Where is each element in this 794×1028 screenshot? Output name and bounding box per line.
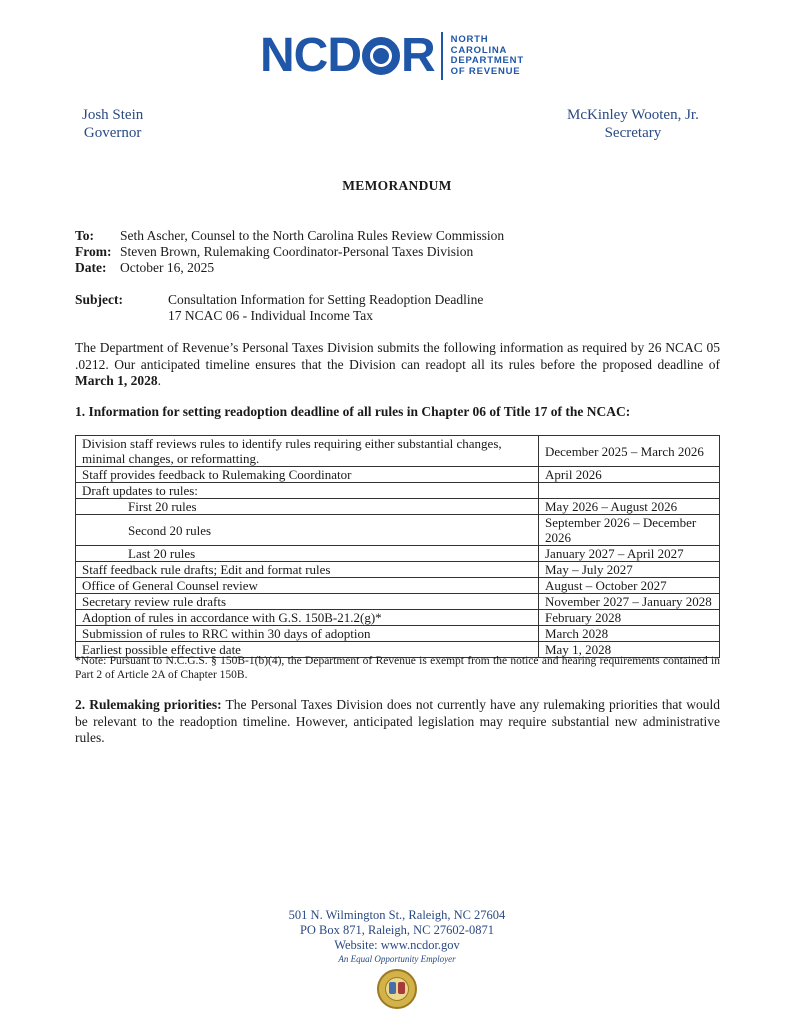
section-2-heading: 2. Rulemaking priorities:: [75, 697, 222, 712]
subject-line-2: 17 NCAC 06 - Individual Income Tax: [168, 308, 374, 323]
memo-to: [75, 228, 504, 244]
date-cell: December 2025 – March 2026: [539, 436, 720, 467]
readoption-schedule-table: [75, 435, 720, 658]
date-cell: April 2026: [539, 467, 720, 483]
from-label: From:: [75, 244, 112, 259]
to-label: To:: [75, 228, 95, 243]
to-value: Seth Ascher, Counsel to the North Carolina Rules Review Commission: [120, 228, 505, 243]
footer-website[interactable]: Website: www.ncdor.gov: [334, 938, 460, 952]
table-row: [76, 467, 720, 483]
date-cell: May 1, 2028: [539, 642, 720, 658]
logo-divider: [441, 32, 443, 80]
memo-from: [75, 244, 473, 260]
task-cell: Second 20 rules: [76, 515, 539, 546]
task-cell: Earliest possible effective date: [76, 642, 539, 658]
memo-subject: [75, 292, 483, 324]
memo-date: [75, 260, 214, 276]
subject-line-1: Consultation Information for Setting Readoption Deadline: [168, 292, 484, 307]
task-cell: Division staff reviews rules to identify rules requiring either substantial changes, minimal changes, or reformatting.: [76, 436, 539, 467]
task-cell: Adoption of rules in accordance with G.S. 150B-21.2(g)*: [76, 610, 539, 626]
date-cell: May 2026 – August 2026: [539, 499, 720, 515]
section-2-paragraph: 2. Rulemaking priorities: The Personal Taxes Division does not currently have any rulemaking priorities that would be relevant to the readoption timeline. However, anticipated legislation may require substantial new administrative rules.: [75, 697, 720, 745]
governor-block: [82, 106, 143, 142]
logo-o-icon: [362, 37, 400, 75]
secretary-block: [567, 106, 699, 142]
task-cell: Staff provides feedback to Rulemaking Coordinator: [76, 467, 539, 483]
governor-name: Josh Stein: [82, 107, 144, 123]
date-label: Date:: [75, 260, 107, 275]
task-cell: Office of General Counsel review: [76, 578, 539, 594]
task-cell: Draft updates to rules:: [76, 483, 539, 499]
logo-wordmark: NCD R: [260, 29, 435, 82]
footer-eoe: An Equal Opportunity Employer: [338, 954, 456, 964]
table-row: [76, 515, 720, 546]
date-cell: [539, 483, 720, 499]
secretary-title: Secretary: [604, 125, 662, 141]
date-cell: August – October 2027: [539, 578, 720, 594]
date-cell: March 2028: [539, 626, 720, 642]
footer-po-box: PO Box 871, Raleigh, NC 27602-0871: [299, 923, 495, 937]
table-row: [76, 562, 720, 578]
section-1-heading: 1. Information for setting readoption deadline of all rules in Chapter 06 of Title 17 of the NCAC:: [75, 404, 631, 419]
table-footnote: *Note: Pursuant to N.C.G.S. § 150B-1(b)(4), the Department of Revenue is exempt from the notice and hearing requirements contained in Part 2 of Article 2A of Chapter 150B.: [75, 655, 720, 681]
date-cell: January 2027 – April 2027: [539, 546, 720, 562]
table-row: [76, 483, 720, 499]
task-cell: Submission of rules to RRC within 30 days of adoption: [76, 626, 539, 642]
task-cell: First 20 rules: [76, 499, 539, 515]
date-value: October 16, 2025: [120, 260, 215, 275]
date-cell: May – July 2027: [539, 562, 720, 578]
table-row: [76, 436, 720, 467]
table-row: [76, 499, 720, 515]
from-value: Steven Brown, Rulemaking Coordinator-Personal Taxes Division: [120, 244, 474, 259]
table-row: [76, 594, 720, 610]
memo-title: MEMORANDUM: [342, 178, 452, 193]
nc-state-seal-icon: [377, 969, 417, 1009]
governor-title: Governor: [83, 125, 142, 141]
table-row: [76, 610, 720, 626]
ncdor-logo: [260, 28, 524, 84]
date-cell: September 2026 – December 2026: [539, 515, 720, 546]
logo-subtitle: NORTH CAROLINA DEPARTMENT OF REVENUE: [450, 34, 524, 77]
schedule-table-body: [76, 436, 720, 658]
date-cell: November 2027 – January 2028: [539, 594, 720, 610]
intro-paragraph: The Department of Revenue’s Personal Taxes Division submits the following information as required by 26 NCAC 05 .0212. Our anticipated timeline ensures that the Division can readopt all its rules before the proposed deadline of March 1, 2028.: [75, 340, 720, 388]
deadline-date: March 1, 2028: [75, 373, 158, 388]
table-row: [76, 578, 720, 594]
subject-label: Subject:: [75, 292, 123, 307]
table-row: [76, 626, 720, 642]
secretary-name: McKinley Wooten, Jr.: [567, 107, 699, 123]
table-row: [76, 546, 720, 562]
task-cell: Staff feedback rule drafts; Edit and format rules: [76, 562, 539, 578]
footer-street-address: 501 N. Wilmington St., Raleigh, NC 27604: [288, 908, 506, 922]
footer: [0, 908, 794, 965]
task-cell: Secretary review rule drafts: [76, 594, 539, 610]
date-cell: February 2028: [539, 610, 720, 626]
task-cell: Last 20 rules: [76, 546, 539, 562]
